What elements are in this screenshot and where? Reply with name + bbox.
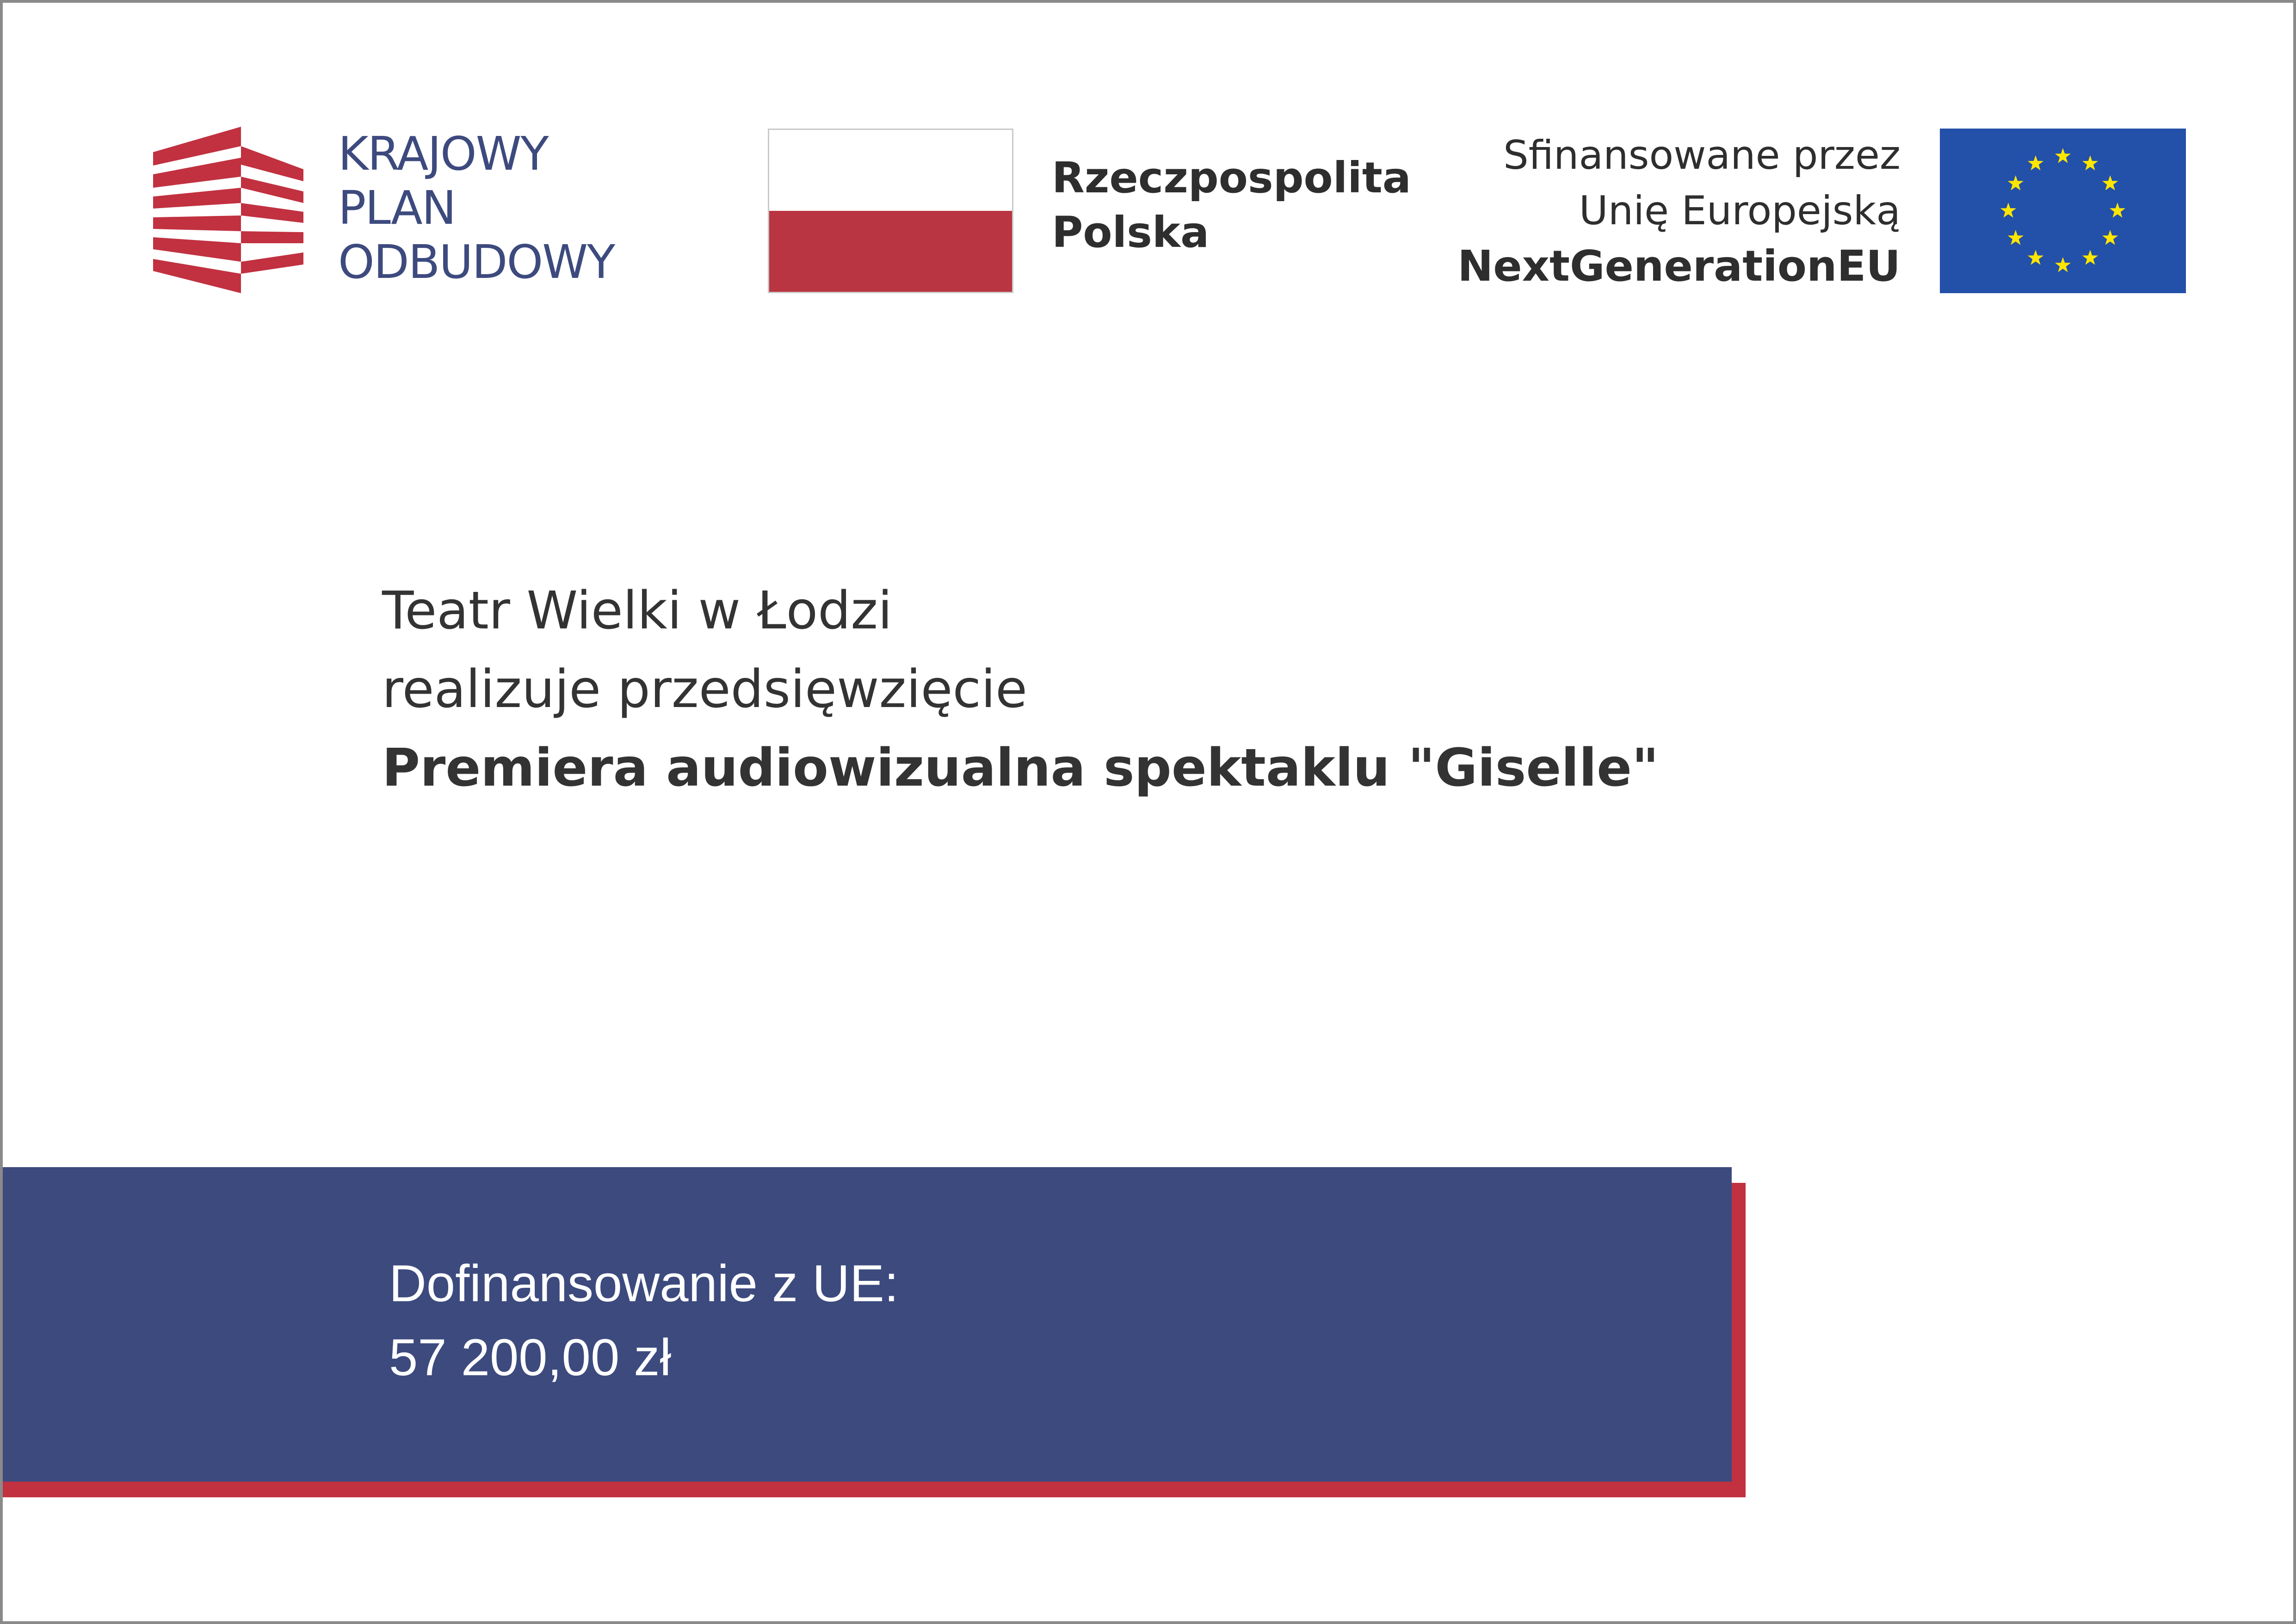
eu-line-3: NextGenerationEU xyxy=(1457,241,1901,291)
kpo-title xyxy=(338,127,614,289)
project-title: Premiera audiowizualna spektaklu "Giselle" xyxy=(382,738,1659,798)
project-message xyxy=(382,572,1659,807)
eu-funding-label xyxy=(1344,128,1901,294)
beneficiary-name: Teatr Wielki w Łodzi xyxy=(382,581,893,641)
polish-flag-icon xyxy=(768,129,1013,293)
funding-text xyxy=(389,1247,899,1395)
funding-amount: 57 200,00 zł xyxy=(389,1329,672,1386)
kpo-building-logo-icon xyxy=(153,127,303,293)
flag-white-stripe xyxy=(769,130,1012,211)
eu-line-1: Sfinansowane przez xyxy=(1503,132,1901,178)
flag-red-stripe xyxy=(769,211,1012,292)
eu-line-2: Unię Europejską xyxy=(1579,188,1901,234)
funding-label: Dofinansowanie z UE: xyxy=(389,1255,899,1312)
kpo-line-1: KRAJOWY xyxy=(338,127,548,181)
kpo-line-3: ODBUDOWY xyxy=(338,235,615,289)
rp-line-2: Polska xyxy=(1052,208,1210,257)
action-text: realizuje przedsięwzięcie xyxy=(382,659,1028,720)
kpo-line-2: PLAN xyxy=(338,181,456,235)
kpo-logo xyxy=(153,127,662,293)
rp-line-1: Rzeczpospolita xyxy=(1052,153,1411,203)
eu-flag-icon xyxy=(1940,129,2186,293)
